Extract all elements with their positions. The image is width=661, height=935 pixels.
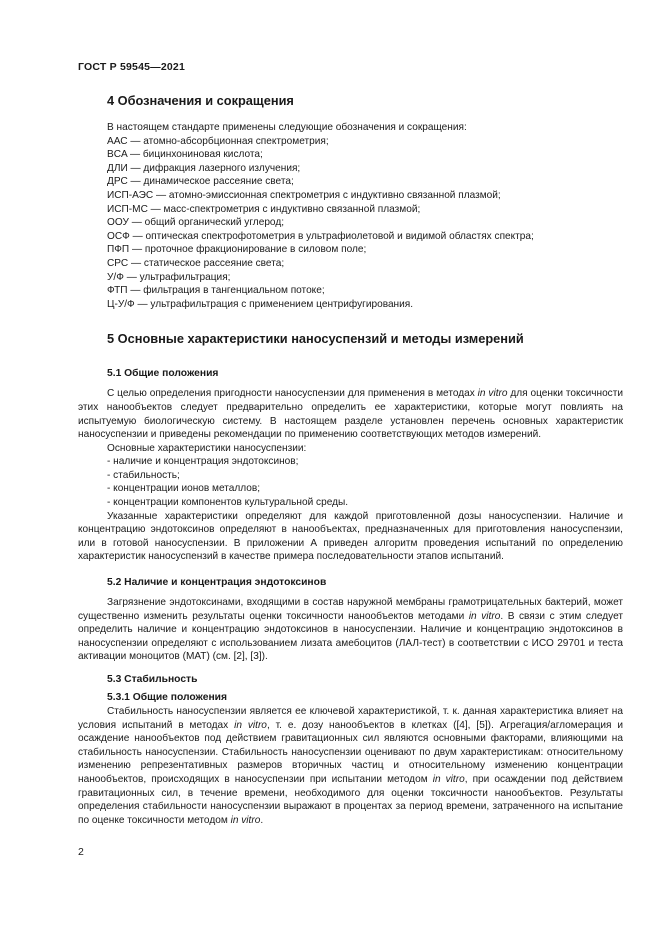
characteristic-item: - концентрации ионов металлов; [107, 483, 261, 495]
section-5-heading: 5 Основные характеристики наносуспензий и методы измерений [107, 331, 524, 347]
document-header: ГОСТ Р 59545—2021 [78, 61, 186, 73]
abbreviation-item: ПФП — проточное фракционирование в силовом поле; [107, 244, 367, 256]
characteristics-list-intro: Основные характеристики наносуспензии: [107, 442, 307, 454]
abbreviation-item: У/Ф — ультрафильтрация; [107, 271, 231, 283]
section-5-1-heading: 5.1 Общие положения [107, 368, 219, 380]
page-number: 2 [78, 846, 84, 858]
section-5-2-paragraph: Загрязнение эндотоксинами, входящими в состав наружной мембраны грамотрицательных бактерий, может существенно изменить результаты оценки токсичности нанообъектов методами in vitro. В связи с этим следует определить наличие и концентрацию эндотоксинов в наносуспензии. Наличие и концентрацию эндотоксинов в наносуспензии определяют с использованием лизата амебоцитов (ЛАЛ-тест) в соответствии с ИСО 29701 и теста активации моноцитов (МАТ) (см. [2], [3]). [78, 597, 623, 663]
document-body [78, 93, 623, 827]
section-5-3-1-paragraph: Стабильность наносуспензии является ее ключевой характеристикой, т. к. данная характеристика влияет на условия испытаний в методах in vitro, т. е. дозу нанообъектов в клетках ([4], [5]). Агрегация/агломерация и осаждение нанообъектов под действием гравитационных сил являются основными факторами, влияющими на стабильность наносуспензии. Стабильность наносуспензии оценивают по двум характеристикам: относительному изменению репрезентативных размеров вторичных частиц и относительному изменению концентрации нанообъектов, происходящих в наносуспензии при испытании методом in vitro, при осаждении под действием гравитационных сил, в течение времени, необходимого для оценки токсичности нанообъектов. Результаты определения стабильности наносуспензии выражают в процентах за период времени, затраченного на испытание по оценке токсичности методом in vitro. [78, 706, 623, 826]
section-5-3-1-heading: 5.3.1 Общие положения [107, 692, 227, 703]
characteristic-item: - концентрации компонентов культуральной среды. [107, 497, 349, 509]
abbreviation-item: ОСФ — оптическая спектрофотометрия в ультрафиолетовой и видимой областях спектра; [107, 230, 534, 242]
section-4-heading: 4 Обозначения и сокращения [107, 93, 294, 108]
abbreviation-item: ААС — атомно-абсорбционная спектрометрия; [107, 135, 329, 147]
section-5-2-heading: 5.2 Наличие и концентрация эндотоксинов [107, 577, 327, 589]
section-5-1-paragraph-2: Указанные характеристики определяют для каждой приготовленной дозы наносуспензии. Наличие и концентрацию эндотоксинов определяют в нанообъектах, предназначенных для приготовления наносуспензии, или в готовой наносуспензии. В приложении А приведен алгоритм проведения испытаний по определению характеристик наносуспензий в качестве примера последовательности этапов испытаний. [78, 510, 623, 563]
abbreviation-item: ИСП-МС — масс-спектрометрия с индуктивно связанной плазмой; [107, 203, 421, 215]
abbreviation-item: BCA — бицинхониновая кислота; [107, 149, 263, 161]
section-5-1-paragraph-1: С целью определения пригодности наносуспензии для применения в методах in vitro для оценки токсичности этих нанообъектов следует предварительно определить ее характеристики, которые могут повлиять на испытуемую биологическую систему. В настоящем разделе установлен перечень основных характеристик наносуспензии и приведены рекомендации по применению соответствующих методов измерений. [78, 388, 623, 441]
abbreviation-item: ДЛИ — дифракция лазерного излучения; [107, 162, 301, 174]
characteristic-item: - стабильность; [107, 469, 180, 481]
abbreviations-list [78, 135, 623, 312]
abbreviation-item: Ц-У/Ф — ультрафильтрация с применением центрифугирования. [107, 298, 414, 310]
section-4-intro: В настоящем стандарте применены следующие обозначения и сокращения: [107, 122, 467, 133]
abbreviation-item: ООУ — общий органический углерод; [107, 217, 285, 229]
characteristic-item: - наличие и концентрация эндотоксинов; [107, 456, 299, 468]
abbreviation-item: ДРС — динамическое рассеяние света; [107, 176, 294, 188]
abbreviation-item: ФТП — фильтрация в тангенциальном потоке; [107, 285, 325, 297]
section-5-3-heading: 5.3 Стабильность [107, 674, 198, 685]
abbreviation-item: СРС — статическое рассеяние света; [107, 257, 285, 269]
characteristics-list [78, 455, 623, 509]
abbreviation-item: ИСП-АЭС — атомно-эмиссионная спектрометрия с индуктивно связанной плазмой; [107, 189, 501, 201]
